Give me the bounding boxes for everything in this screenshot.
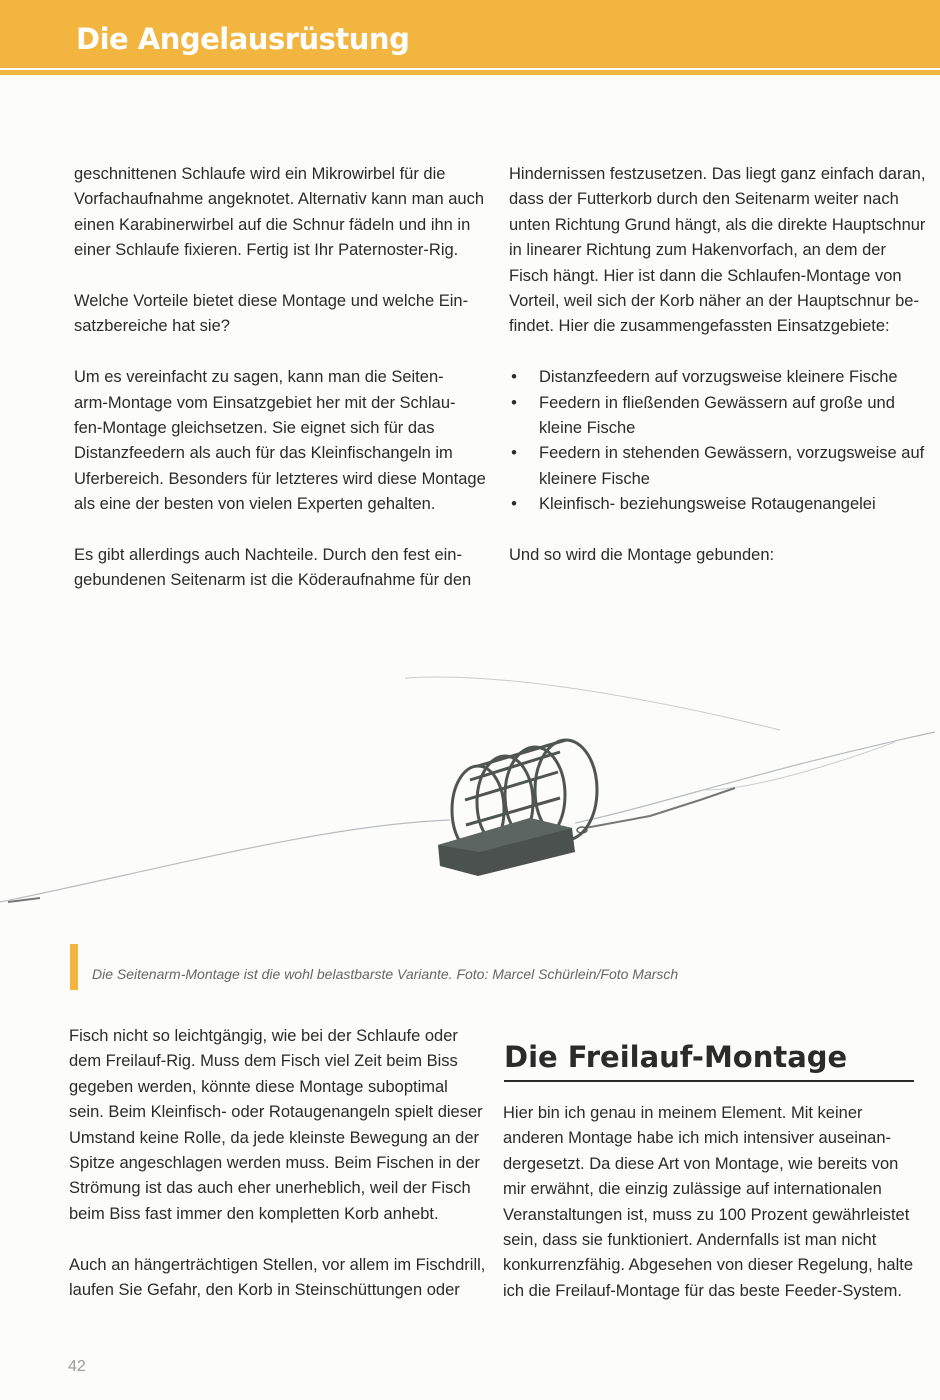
text-line: Es gibt allerdings auch Nachteile. Durch den fest ein-: [74, 546, 462, 565]
text-line: Feedern in fließenden Gewässern auf große und: [539, 393, 895, 412]
text-line: Fisch nicht so leichtgängig, wie bei der Schlaufe oder: [69, 1027, 458, 1045]
paragraph: [74, 289, 494, 340]
text-line: gegeben werden, könnte diese Montage suboptimal: [69, 1077, 448, 1096]
text-line: Feedern in stehenden Gewässern, vorzugsweise auf: [539, 444, 925, 463]
swivel: [585, 788, 735, 828]
text-line: satzbereiche hat sie?: [74, 317, 230, 336]
text-line: sein. Beim Kleinfisch- oder Rotaugenangeln spielt dieser: [69, 1103, 483, 1122]
text-line: mir erwähnt, die einzig zulässige auf internationalen: [503, 1180, 882, 1199]
text-line: sein, dass sie funktioniert. Andernfalls ist man nicht: [503, 1231, 877, 1250]
column-bottom-left: [69, 1024, 489, 1303]
fishing-line: [575, 732, 935, 823]
text-line: dergesetzt. Da diese Art von Montage, wie bereits von: [503, 1154, 899, 1173]
text-line: Umstand keine Rolle, da jede kleinste Bewegung an der: [69, 1128, 480, 1147]
bullet-item: [509, 365, 929, 390]
text-line: Hindernissen festzusetzen. Das liegt ganz einfach daran,: [509, 165, 926, 183]
text-line: findet. Hier die zusammengefassten Einsatzgebiete:: [509, 317, 890, 336]
text-line: Uferbereich. Besonders für letzteres wird diese Montage: [74, 469, 486, 488]
text-line: Vorteil, weil sich der Korb näher an der Hauptschnur be-: [509, 292, 919, 311]
bullet-item: [509, 492, 929, 517]
text-line: Strömung ist das auch eher unerheblich, weil der Fisch: [69, 1179, 471, 1198]
text-line: Distanzfeedern als auch für das Kleinfischangeln im: [74, 444, 453, 463]
bullet-item: [509, 391, 929, 442]
chapter-title: Die Angelausrüstung: [76, 22, 410, 56]
header-rule: [0, 70, 940, 75]
text-line: geschnittenen Schlaufe wird ein Mikrowirbel für die: [74, 165, 446, 183]
section-rule: [504, 1080, 914, 1082]
text-line: Vorfachaufnahme angeknotet. Alternativ kann man auch: [74, 190, 485, 209]
text-line: kleinere Fische: [539, 469, 650, 488]
column-top-left: [74, 162, 494, 594]
text-line: in linearer Richtung zum Hakenvorfach, an dem der: [509, 241, 886, 260]
text-line: Um es vereinfacht zu sagen, kann man die Seiten-: [74, 368, 444, 387]
paragraph: [74, 162, 494, 264]
text-line: Auch an hängerträchtigen Stellen, vor allem im Fischdrill,: [69, 1255, 486, 1274]
text-line: beim Biss fast immer den kompletten Korb anhebt.: [69, 1204, 439, 1223]
text-line: einer Schlaufe fixieren. Fertig ist Ihr Paternoster-Rig.: [74, 241, 459, 260]
text-line: fen-Montage gleichsetzen. Sie eignet sich für das: [74, 419, 435, 438]
text-line: Kleinfisch- beziehungsweise Rotaugenangelei: [539, 495, 876, 514]
fishing-line: [0, 820, 450, 902]
text-line: konkurrenzfähig. Abgesehen von dieser Regelung, halte: [503, 1256, 914, 1275]
fishing-line: [405, 677, 780, 730]
text-line: Spitze angeschlagen werden muss. Beim Fischen in der: [69, 1154, 480, 1173]
text-line: Distanzfeedern auf vorzugsweise kleinere Fische: [539, 368, 898, 387]
column-top-right: [509, 162, 929, 568]
bullet-list: [509, 365, 929, 517]
text-line: laufen Sie Gefahr, den Korb in Steinschüttungen oder: [69, 1281, 460, 1300]
bullet-item: [509, 441, 929, 492]
text-line: gebundenen Seitenarm ist die Köderaufnahme für den: [74, 571, 472, 590]
paragraph: [503, 1101, 923, 1304]
text-line: unten Richtung Grund hängt, als die direkte Hauptschnur: [509, 215, 926, 234]
column-bottom-right: [503, 1101, 923, 1304]
text-line: dem Freilauf-Rig. Muss dem Fisch viel Zeit beim Biss: [69, 1052, 458, 1071]
text-line: arm-Montage vom Einsatzgebiet her mit der Schlau-: [74, 393, 456, 412]
text-line: kleine Fische: [539, 419, 636, 438]
text-line: Hier bin ich genau in meinem Element. Mit keiner: [503, 1104, 863, 1122]
bullet-icon: •: [511, 495, 517, 514]
section-title: Die Freilauf-Montage: [504, 1040, 848, 1074]
text-line: ich die Freilauf-Montage für das beste Feeder-System.: [503, 1281, 902, 1300]
text-line: einen Karabinerwirbel auf die Schnur fädeln und ihn in: [74, 215, 471, 234]
bullet-icon: •: [511, 368, 517, 387]
fishing-line: [705, 742, 895, 790]
page-number: 42: [68, 1358, 86, 1375]
text-line: Fisch hängt. Hier ist dann die Schlaufen-Montage von: [509, 266, 902, 285]
paragraph: [69, 1253, 489, 1304]
photo-caption: Die Seitenarm-Montage ist die wohl belastbarste Variante. Foto: Marcel Schürlein/Foto Marsch: [92, 966, 679, 982]
paragraph: [74, 365, 494, 517]
caption-bar: [70, 944, 78, 990]
paragraph: [69, 1024, 489, 1227]
paragraph: [509, 162, 929, 340]
text-line: anderen Montage habe ich mich intensiver auseinan-: [503, 1129, 891, 1148]
text-line: Veranstaltungen ist, muss zu 100 Prozent gewährleistet: [503, 1205, 910, 1224]
text-line: als eine der besten von vielen Experten gehalten.: [74, 495, 436, 514]
bullet-icon: •: [511, 444, 517, 463]
text-line: Welche Vorteile bietet diese Montage und welche Ein-: [74, 292, 469, 311]
paragraph: [509, 543, 929, 568]
bullet-icon: •: [511, 393, 517, 412]
feeder-cage-photo: [0, 640, 940, 940]
text-line: Und so wird die Montage gebunden:: [509, 546, 775, 565]
paragraph: [74, 543, 494, 594]
text-line: dass der Futterkorb durch den Seitenarm weiter nach: [509, 190, 899, 209]
